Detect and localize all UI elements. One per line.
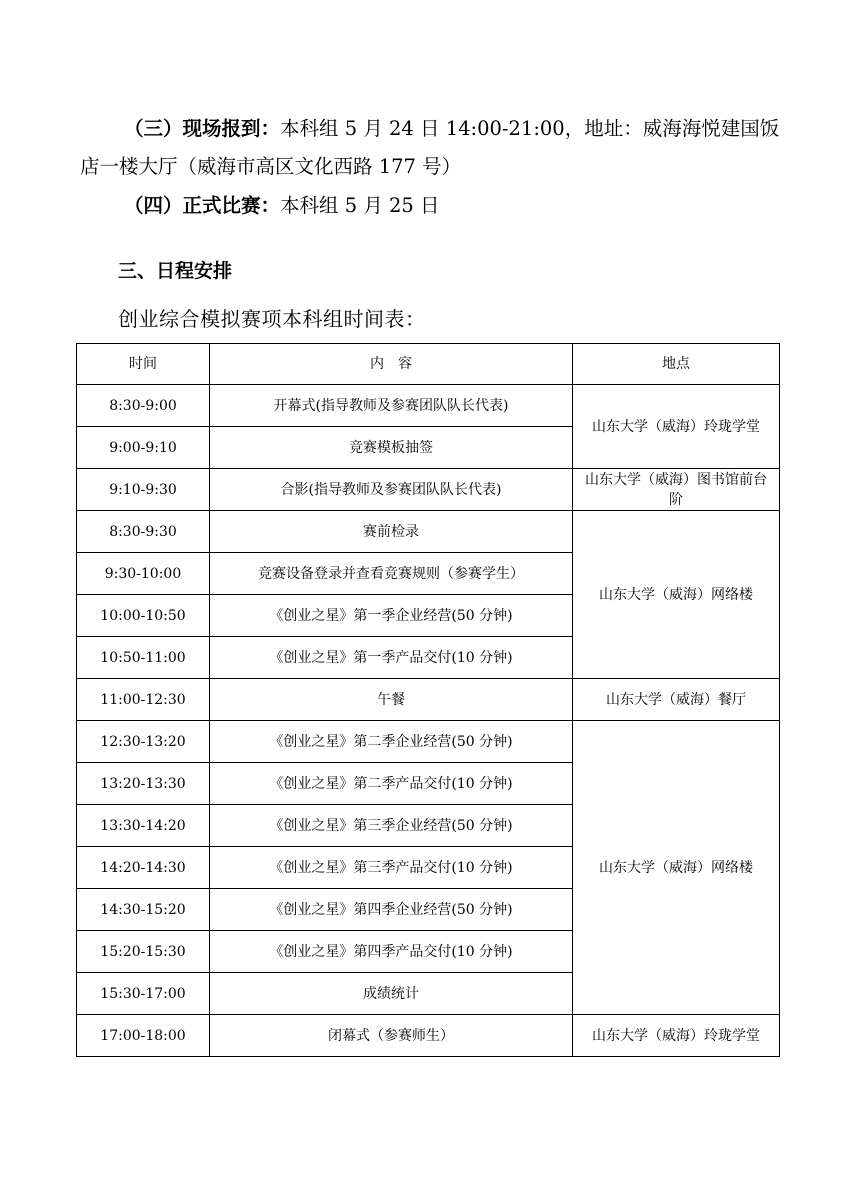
table-row bbox=[77, 1015, 780, 1057]
time-cell: 10:50-11:00 bbox=[77, 637, 210, 679]
table-row bbox=[77, 721, 780, 763]
content-cell: 闭幕式（参赛师生） bbox=[210, 1015, 573, 1057]
table-row bbox=[77, 385, 780, 427]
content-cell: 《创业之星》第三季产品交付(10 分钟) bbox=[210, 847, 573, 889]
competition-paragraph bbox=[80, 187, 780, 225]
time-cell: 13:30-14:20 bbox=[77, 805, 210, 847]
time-cell: 17:00-18:00 bbox=[77, 1015, 210, 1057]
header-time: 时间 bbox=[77, 344, 210, 385]
location-cell: 山东大学（威海）玲珑学堂 bbox=[573, 1015, 780, 1057]
table-header-row bbox=[77, 344, 780, 385]
time-cell: 15:30-17:00 bbox=[77, 973, 210, 1015]
registration-label: （三）现场报到： bbox=[124, 117, 281, 140]
content-cell: 《创业之星》第二季产品交付(10 分钟) bbox=[210, 763, 573, 805]
time-cell: 9:10-9:30 bbox=[77, 469, 210, 511]
header-location: 地点 bbox=[573, 344, 780, 385]
header-content: 内 容 bbox=[210, 344, 573, 385]
content-cell: 成绩统计 bbox=[210, 973, 573, 1015]
time-cell: 9:00-9:10 bbox=[77, 427, 210, 469]
time-cell: 14:20-14:30 bbox=[77, 847, 210, 889]
time-cell: 10:00-10:50 bbox=[77, 595, 210, 637]
table-row bbox=[77, 679, 780, 721]
registration-paragraph bbox=[80, 110, 780, 186]
time-cell: 11:00-12:30 bbox=[77, 679, 210, 721]
time-cell: 14:30-15:20 bbox=[77, 889, 210, 931]
location-cell: 山东大学（威海）图书馆前台阶 bbox=[573, 469, 780, 511]
location-cell: 山东大学（威海）玲珑学堂 bbox=[573, 385, 780, 469]
location-cell: 山东大学（威海）餐厅 bbox=[573, 679, 780, 721]
competition-text: 本科组 5 月 25 日 bbox=[280, 194, 440, 217]
content-cell: 午餐 bbox=[210, 679, 573, 721]
content-cell: 开幕式(指导教师及参赛团队队长代表) bbox=[210, 385, 573, 427]
time-cell: 15:20-15:30 bbox=[77, 931, 210, 973]
content-cell: 竞赛模板抽签 bbox=[210, 427, 573, 469]
table-row bbox=[77, 469, 780, 511]
content-cell: 《创业之星》第四季企业经营(50 分钟) bbox=[210, 889, 573, 931]
content-cell: 竞赛设备登录并查看竞赛规则（参赛学生） bbox=[210, 553, 573, 595]
competition-label: （四）正式比赛： bbox=[124, 194, 281, 217]
content-cell: 《创业之星》第一季企业经营(50 分钟) bbox=[210, 595, 573, 637]
time-cell: 9:30-10:00 bbox=[77, 553, 210, 595]
content-cell: 合影(指导教师及参赛团队队长代表) bbox=[210, 469, 573, 511]
time-cell: 8:30-9:30 bbox=[77, 511, 210, 553]
table-caption: 创业综合模拟赛项本科组时间表： bbox=[118, 307, 426, 331]
time-cell: 8:30-9:00 bbox=[77, 385, 210, 427]
time-cell: 12:30-13:20 bbox=[77, 721, 210, 763]
content-cell: 《创业之星》第四季产品交付(10 分钟) bbox=[210, 931, 573, 973]
content-cell: 赛前检录 bbox=[210, 511, 573, 553]
location-cell: 山东大学（威海）网络楼 bbox=[573, 721, 780, 1015]
registration-text: 本科组 5 月 24 日 14:00-21:00，地址：威海海悦建国饭店一楼大厅（威海市高区文化西路 177 号） bbox=[80, 117, 780, 178]
time-cell: 13:20-13:30 bbox=[77, 763, 210, 805]
location-cell: 山东大学（威海）网络楼 bbox=[573, 511, 780, 679]
content-cell: 《创业之星》第一季产品交付(10 分钟) bbox=[210, 637, 573, 679]
schedule-heading: 三、日程安排 bbox=[118, 260, 233, 282]
content-cell: 《创业之星》第二季企业经营(50 分钟) bbox=[210, 721, 573, 763]
schedule-table bbox=[76, 343, 780, 1057]
content-cell: 《创业之星》第三季企业经营(50 分钟) bbox=[210, 805, 573, 847]
table-row bbox=[77, 511, 780, 553]
